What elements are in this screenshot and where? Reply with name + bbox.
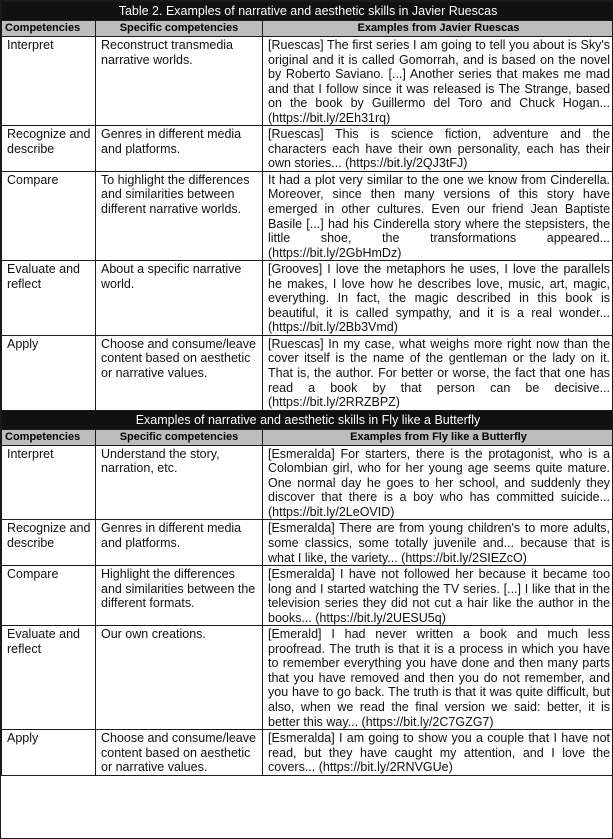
example-cell: [Ruescas] In my case, what weighs more right now than the cover itself is the name of the gentleman or the lady on it. That is, the author. For better or worse, the fact that one has read a book by that person can be decisive... (https://bit.ly/2RRZBPZ)	[263, 335, 613, 410]
table-row	[2, 445, 613, 520]
competency-cell: Recognize and describe	[2, 126, 96, 172]
competency-cell: Recognize and describe	[2, 520, 96, 566]
specific-competency-cell: Our own creations.	[96, 626, 263, 730]
section-1-title-row	[2, 2, 613, 21]
specific-competency-cell: Highlight the differences and similarities between the different formats.	[96, 566, 263, 626]
specific-competency-cell: Understand the story, narration, etc.	[96, 445, 263, 520]
table-row	[2, 730, 613, 776]
table-title: Table 2. Examples of narrative and aesthetic skills in Javier Ruescas	[2, 2, 613, 21]
header-competencies: Competencies	[2, 429, 96, 445]
specific-competency-cell: Reconstruct transmedia narrative worlds.	[96, 37, 263, 126]
example-cell: [Esmeralda] For starters, there is the protagonist, who is a Colombian girl, who for her young age seems quite mature. One normal day he goes to her school, and suddenly they discover that there is a boy who has committed suicide... (https://bit.ly/2LeOVID)	[263, 445, 613, 520]
section-1-header-row	[2, 21, 613, 37]
example-cell: [Ruescas] The first series I am going to tell you about is Sky's original and it is called Gomorrah, and is based on the novel by Roberto Saviano. [...] Another series that makes me mad and that I follow since it was released is The Strange, based on the book by Guillermo del Toro and Chuck Hogan... (https://bit.ly/2Eh31rq)	[263, 37, 613, 126]
specific-competency-cell: Choose and consume/leave content based on aesthetic or narrative values.	[96, 335, 263, 410]
table-row	[2, 566, 613, 626]
table-row	[2, 126, 613, 172]
table-row	[2, 626, 613, 730]
section-title: Examples of narrative and aesthetic skills in Fly like a Butterfly	[2, 410, 613, 429]
header-examples: Examples from Fly like a Butterfly	[263, 429, 613, 445]
specific-competency-cell: Genres in different media and platforms.	[96, 126, 263, 172]
header-specific-competencies: Specific competencies	[96, 429, 263, 445]
specific-competency-cell: About a specific narrative world.	[96, 261, 263, 336]
section-2-header-row	[2, 429, 613, 445]
header-competencies: Competencies	[2, 21, 96, 37]
header-specific-competencies: Specific competencies	[96, 21, 263, 37]
example-cell: [Esmeralda] I have not followed her because it became too long and I started watching the TV series. [...] I like that in the television series they did not cut a hair like the author in the books... (https://bit.ly/2UESU5q)	[263, 566, 613, 626]
example-cell: [Esmeralda] I am going to show you a couple that I have not read, but they have caught my attention, and I love the covers... (https://bit.ly/2RNVGUe)	[263, 730, 613, 776]
competency-cell: Evaluate and reflect	[2, 626, 96, 730]
competency-cell: Compare	[2, 566, 96, 626]
specific-competency-cell: To highlight the differences and similarities between different narrative worlds.	[96, 171, 263, 260]
competency-cell: Compare	[2, 171, 96, 260]
example-cell: [Ruescas] This is science fiction, adventure and the characters each have their own personality, each has their own stories... (https://bit.ly/2QJ3tFJ)	[263, 126, 613, 172]
specific-competency-cell: Choose and consume/leave content based on aesthetic or narrative values.	[96, 730, 263, 776]
competency-cell: Apply	[2, 335, 96, 410]
specific-competency-cell: Genres in different media and platforms.	[96, 520, 263, 566]
example-cell: [Emerald] I had never written a book and much less proofread. The truth is that it is a process in which you have to remember everything you have done and then many parts that you have removed and then you do not remember, and you have to go back. The truth is that it was quite difficult, but also, when we read the final version we said: better, it is better this way... (https://bit.ly/2C7GZG7)	[263, 626, 613, 730]
example-cell: [Esmeralda] There are from young children's to more adults, some classics, some totally juvenile and... because that is what I like, the variety... (https://bit.ly/2SIEZcO)	[263, 520, 613, 566]
table-row	[2, 261, 613, 336]
competency-cell: Interpret	[2, 37, 96, 126]
table-row	[2, 171, 613, 260]
table-row	[2, 335, 613, 410]
header-examples: Examples from Javier Ruescas	[263, 21, 613, 37]
skills-table	[1, 1, 613, 776]
example-cell: It had a plot very similar to the one we know from Cinderella. Moreover, since then many versions of this story have emerged in other cultures. Even our friend Jean Baptiste Basile [...] had his Cinderella story where the stepsisters, the little shoe, the transformations appeared... (https://bit.ly/2GbHmDz)	[263, 171, 613, 260]
competency-cell: Evaluate and reflect	[2, 261, 96, 336]
competency-cell: Interpret	[2, 445, 96, 520]
section-2-title-row	[2, 410, 613, 429]
competency-cell: Apply	[2, 730, 96, 776]
table-row	[2, 37, 613, 126]
table-row	[2, 520, 613, 566]
example-cell: [Grooves] I love the metaphors he uses, I love the parallels he makes, I love how he describes love, music, art, magic, everything. In fact, the magic described in this book is beautiful, it is called sympathy, and it is a real wonder... (https://bit.ly/2Bb3Vmd)	[263, 261, 613, 336]
